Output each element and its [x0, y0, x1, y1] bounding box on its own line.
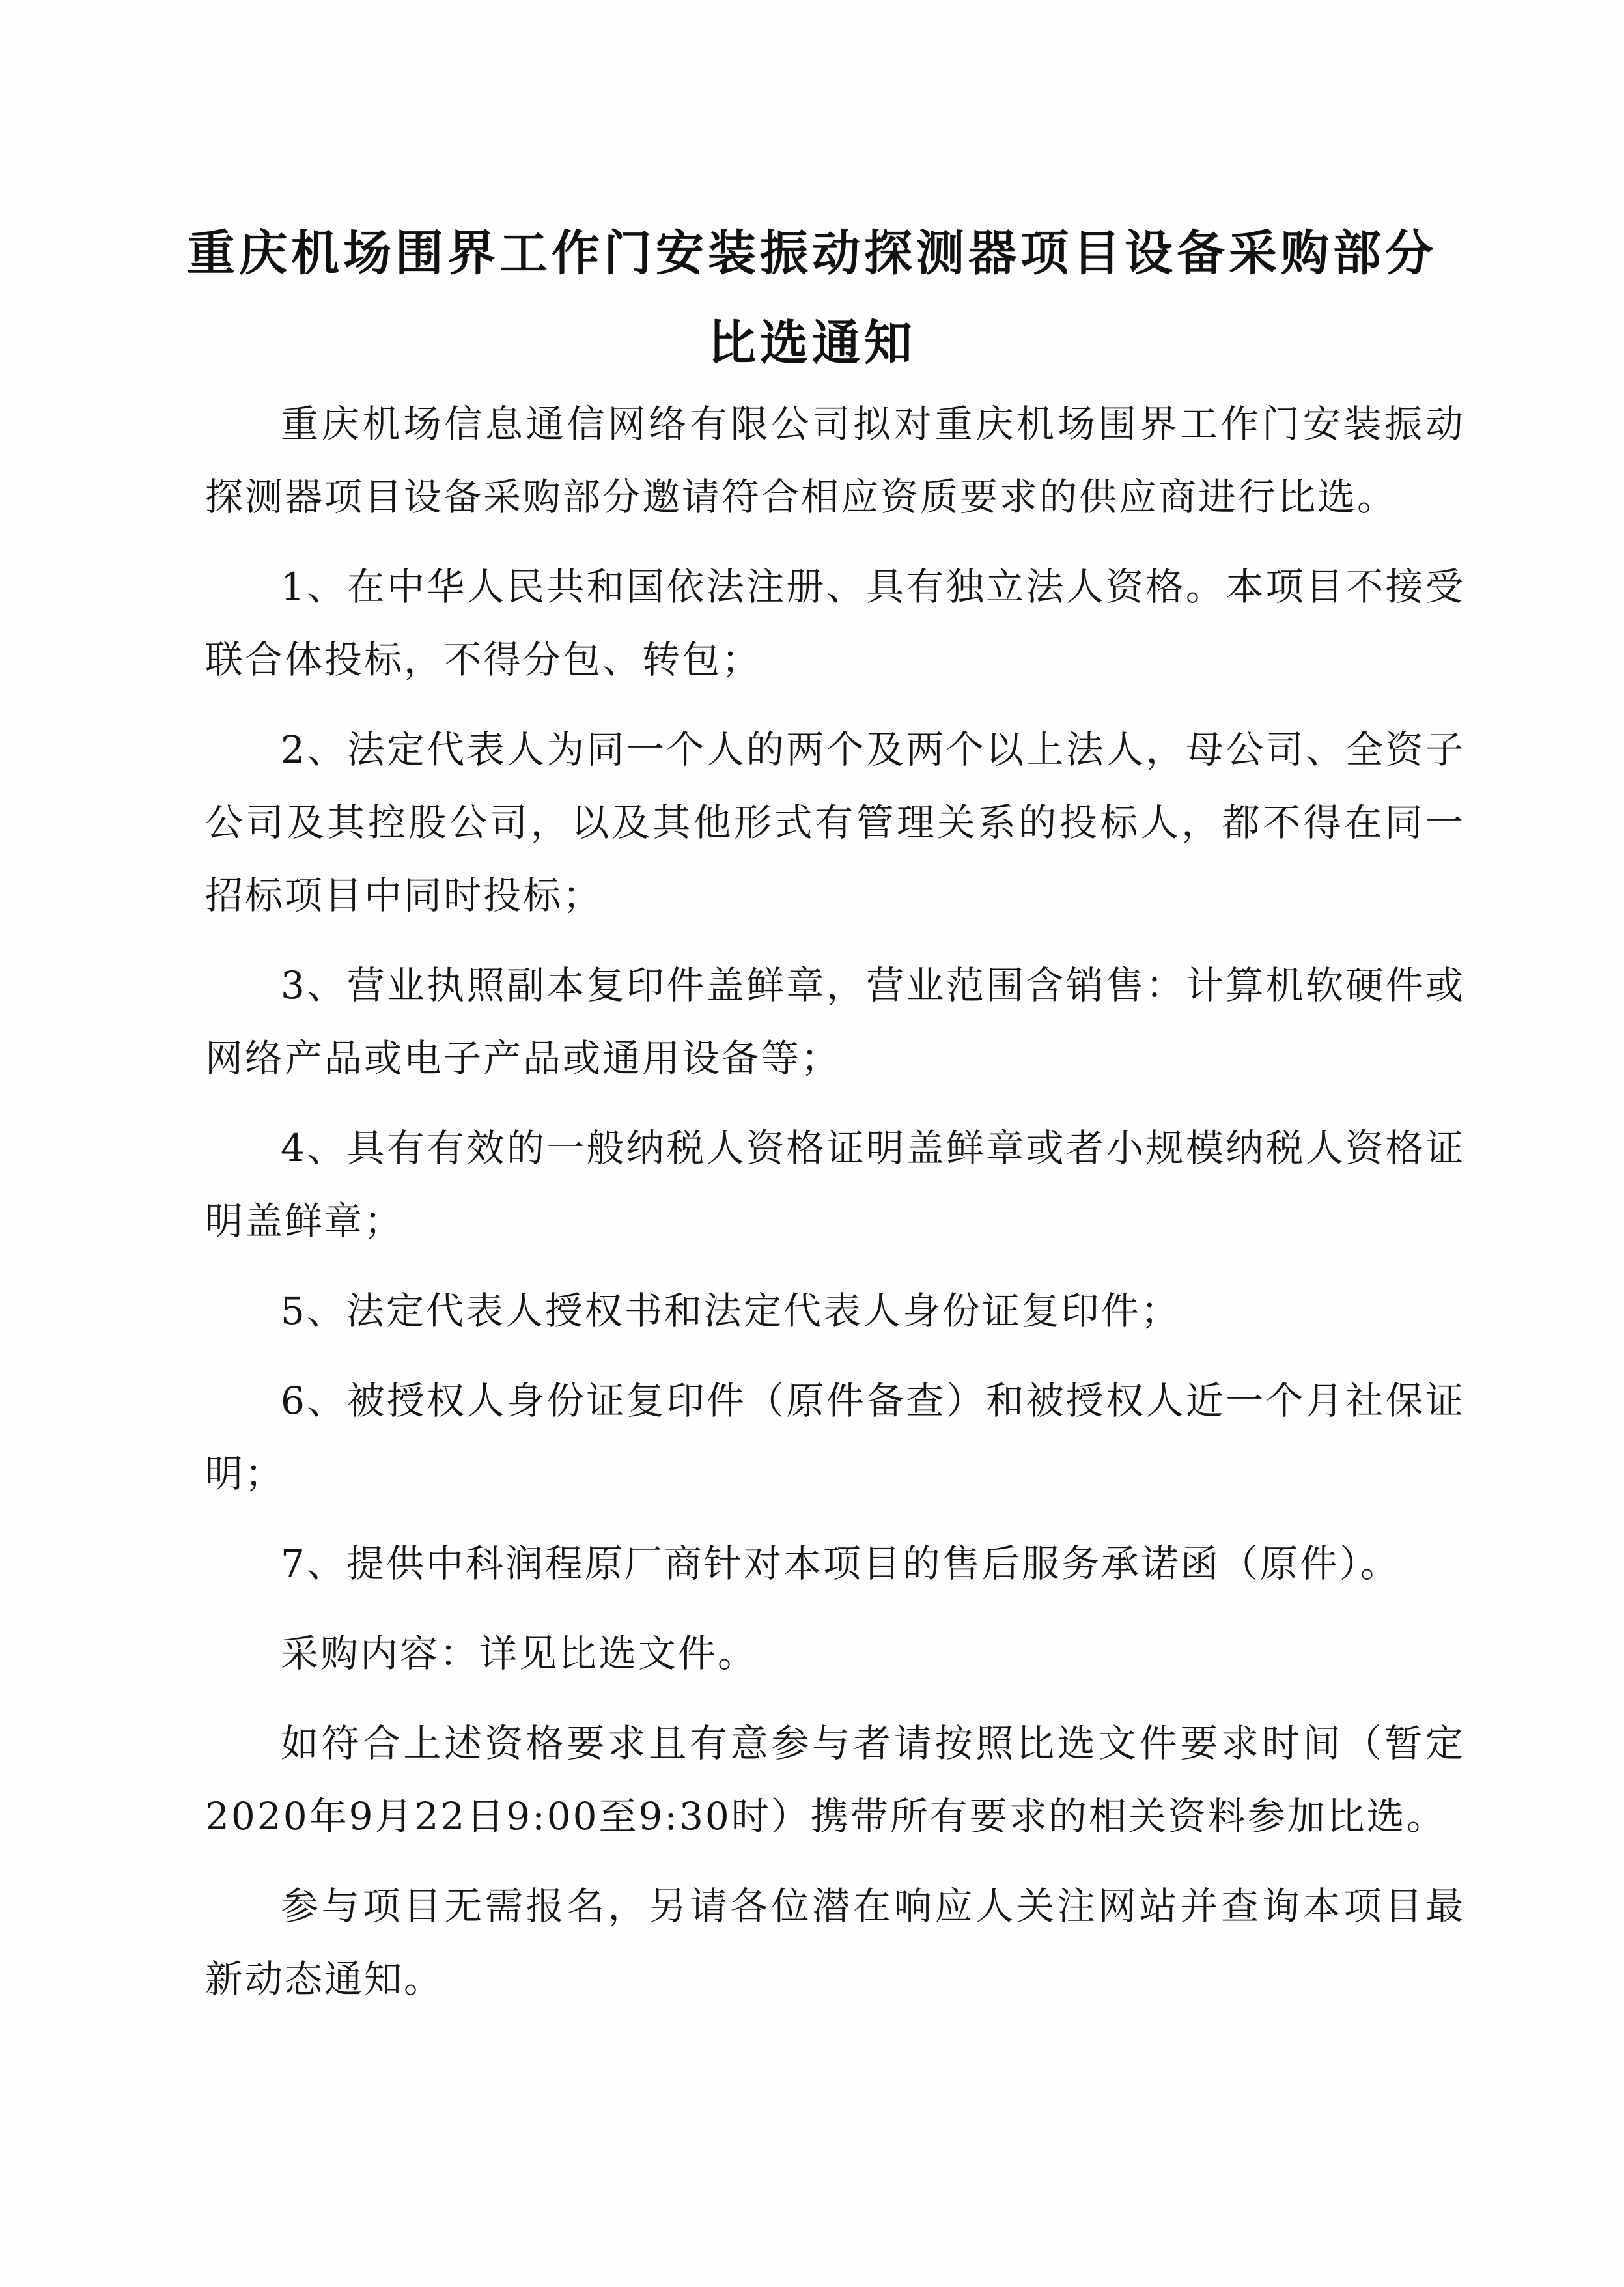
procurement-content: 采购内容：详见比选文件。 — [281, 1631, 758, 1676]
document-subtitle: 比选通知 — [708, 315, 916, 371]
requirement-2: 2、法定代表人为同一个人的两个及两个以上法人，母公司、全资子公司及其控股公司，以及其他形式有管理关系的投标人，都不得在同一招标项目中同时投标； — [205, 727, 1465, 918]
document-body — [205, 387, 1465, 2032]
requirement-4: 4、具有有效的一般纳税人资格证明盖鲜章或者小规模纳税人资格证明盖鲜章； — [205, 1126, 1465, 1243]
closing-paragraph: 参与项目无需报名，另请各位潜在响应人关注网站并查询本项目最新动态通知。 — [205, 1884, 1465, 2001]
requirement-7: 7、提供中科润程原厂商针对本项目的售后服务承诺函（原件）。 — [281, 1541, 1400, 1586]
schedule-paragraph: 如符合上述资格要求且有意参与者请按照比选文件要求时间（暂定2020年9月22日9:00至9:30时）携带所有要求的相关资料参加比选。 — [205, 1721, 1465, 1838]
requirement-5: 5、法定代表人授权书和法定代表人身份证复印件； — [281, 1289, 1181, 1333]
document-title: 重庆机场围界工作门安装振动探测器项目设备采购部分 — [187, 225, 1437, 281]
intro-paragraph: 重庆机场信息通信网络有限公司拟对重庆机场围界工作门安装振动探测器项目设备采购部分邀请符合相应资质要求的供应商进行比选。 — [205, 402, 1465, 519]
requirement-1: 1、在中华人民共和国依法注册、具有独立法人资格。本项目不接受联合体投标，不得分包、转包； — [205, 565, 1465, 682]
requirement-3: 3、营业执照副本复印件盖鲜章，营业范围含销售：计算机软硬件或网络产品或电子产品或通用设备等； — [205, 963, 1465, 1080]
requirement-6: 6、被授权人身份证复印件（原件备查）和被授权人近一个月社保证明； — [205, 1379, 1465, 1496]
